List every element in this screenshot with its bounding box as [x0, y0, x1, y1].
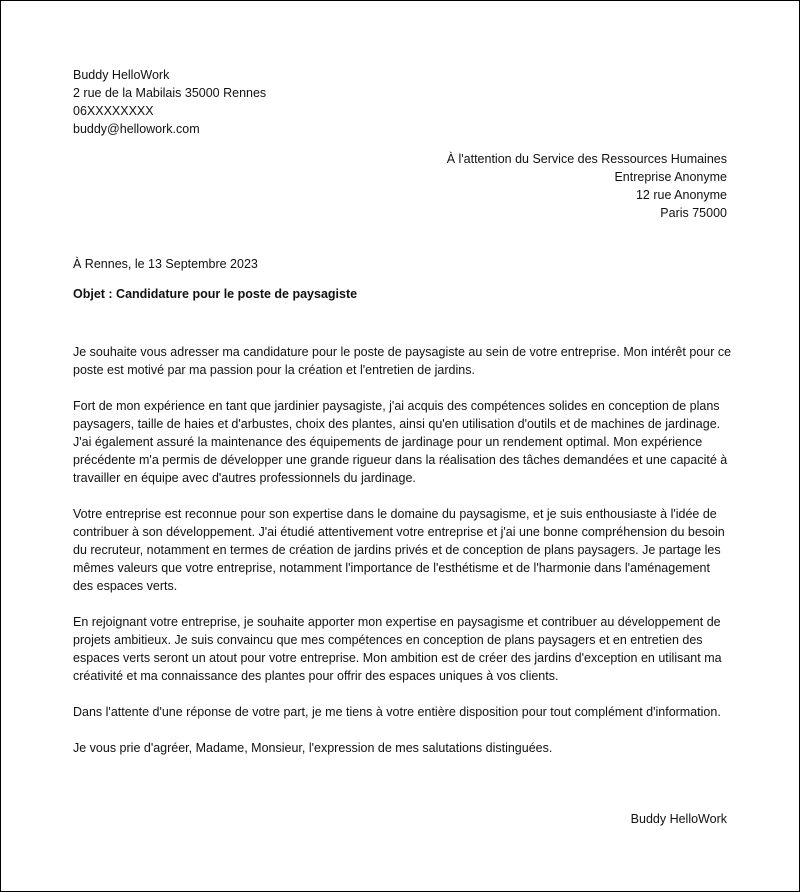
sender-name: Buddy HelloWork	[73, 68, 170, 82]
closing-paragraph: Je vous prie d'agréer, Madame, Monsieur, l'expression de mes salutations distinguées.	[73, 741, 553, 755]
recipient-block	[447, 150, 727, 222]
body-paragraph: Fort de mon expérience en tant que jardinier paysagiste, j'ai acquis des compétences solides en conception de plans paysagers, taille de haies et d'arbustes, choix des plantes, ainsi qu'en utilisation d'outils et de machines de jardinage. J'ai également assuré la maintenance des équipements de jardinage pour un rendement optimal. Mon expérience précédente m'a permis de développer une grande rigueur dans la réalisation des tâches demandées et une capacité à travailler en équipe avec d'autres professionnels du jardinage.	[73, 399, 728, 485]
sender-block	[73, 66, 266, 138]
body-paragraph: Dans l'attente d'une réponse de votre part, je me tiens à votre entière disposition pour tout complément d'information.	[73, 705, 721, 719]
recipient-city: Paris 75000	[660, 206, 727, 220]
sender-phone: 06XXXXXXXX	[73, 104, 154, 118]
recipient-company: Entreprise Anonyme	[614, 170, 727, 184]
sender-email: buddy@hellowork.com	[73, 122, 200, 136]
recipient-street: 12 rue Anonyme	[635, 188, 727, 202]
signature: Buddy HelloWork	[630, 812, 727, 826]
letter-body	[73, 343, 733, 775]
recipient-attention: À l'attention du Service des Ressources Humaines	[446, 152, 727, 166]
sender-address: 2 rue de la Mabilais 35000 Rennes	[73, 86, 267, 100]
letter-subject: Objet : Candidature pour le poste de paysagiste	[73, 287, 358, 301]
body-paragraph: En rejoignant votre entreprise, je souhaite apporter mon expertise en paysagisme et contribuer au développement de projets ambitieux. Je suis convaincu que mes compétences en conception de plans paysagers et en entretien des espaces verts seront un atout pour votre entreprise. Mon ambition est de créer des jardins d'exception en utilisant ma créativité et ma connaissance des plantes pour offrir des espaces uniques à vos clients.	[73, 615, 722, 683]
place-date: À Rennes, le 13 Septembre 2023	[73, 257, 258, 271]
body-paragraph: Je souhaite vous adresser ma candidature pour le poste de paysagiste au sein de votre entreprise. Mon intérêt pour ce poste est motivé par ma passion pour la création et l'entretien de jardins.	[73, 345, 732, 377]
body-paragraph: Votre entreprise est reconnue pour son expertise dans le domaine du paysagisme, et je suis enthousiaste à l'idée de contribuer à son développement. J'ai étudié attentivement votre entreprise et j'ai une bonne compréhension du besoin du recruteur, notamment en termes de création de jardins privés et de conception de plans paysagers. Je partage les mêmes valeurs que votre entreprise, notamment l'importance de l'esthétisme et de l'harmonie dans l'aménagement des espaces verts.	[73, 507, 725, 593]
